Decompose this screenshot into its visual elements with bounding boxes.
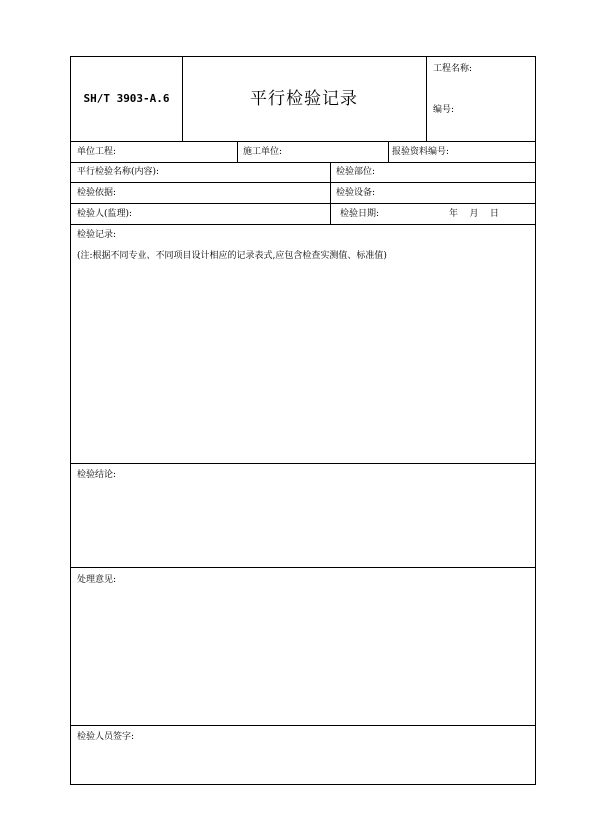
divider — [71, 463, 535, 464]
unit-project-label: 单位工程: — [77, 147, 117, 157]
inspection-name-label: 平行检验名称(内容): — [77, 167, 160, 177]
date-units: 年 月 日 — [449, 209, 499, 219]
divider — [426, 57, 427, 141]
project-name-label: 工程名称: — [433, 64, 473, 74]
inspection-date-label: 检验日期: — [340, 209, 380, 219]
construction-unit-label: 施工单位: — [243, 147, 283, 157]
inspection-basis-label: 检验依据: — [77, 188, 117, 198]
divider — [71, 725, 535, 726]
divider — [71, 567, 535, 568]
records-label: 检验记录: — [77, 230, 117, 240]
divider — [237, 141, 238, 162]
divider — [330, 162, 331, 224]
serial-number-label: 编号: — [433, 105, 455, 115]
page-title: 平行检验记录 — [250, 89, 358, 109]
report-number-label: 报验资料编号: — [392, 147, 450, 157]
divider — [71, 162, 535, 163]
inspection-record-form — [70, 56, 536, 785]
form-code: SH/T 3903-A.6 — [83, 92, 170, 105]
divider — [71, 141, 535, 142]
inspection-equipment-label: 检验设备: — [336, 188, 376, 198]
signature-label: 检验人员签字: — [77, 732, 135, 742]
records-note: (注:根据不同专业、不同项目设计相应的记录表式,应包含检查实测值、标准值) — [77, 251, 387, 261]
divider — [71, 203, 535, 204]
divider — [388, 141, 389, 162]
inspection-part-label: 检验部位: — [336, 167, 376, 177]
divider — [71, 182, 535, 183]
inspector-label: 检验人(监理): — [77, 209, 133, 219]
opinion-label: 处理意见: — [77, 575, 117, 585]
divider — [71, 224, 535, 225]
conclusion-label: 检验结论: — [77, 470, 117, 480]
